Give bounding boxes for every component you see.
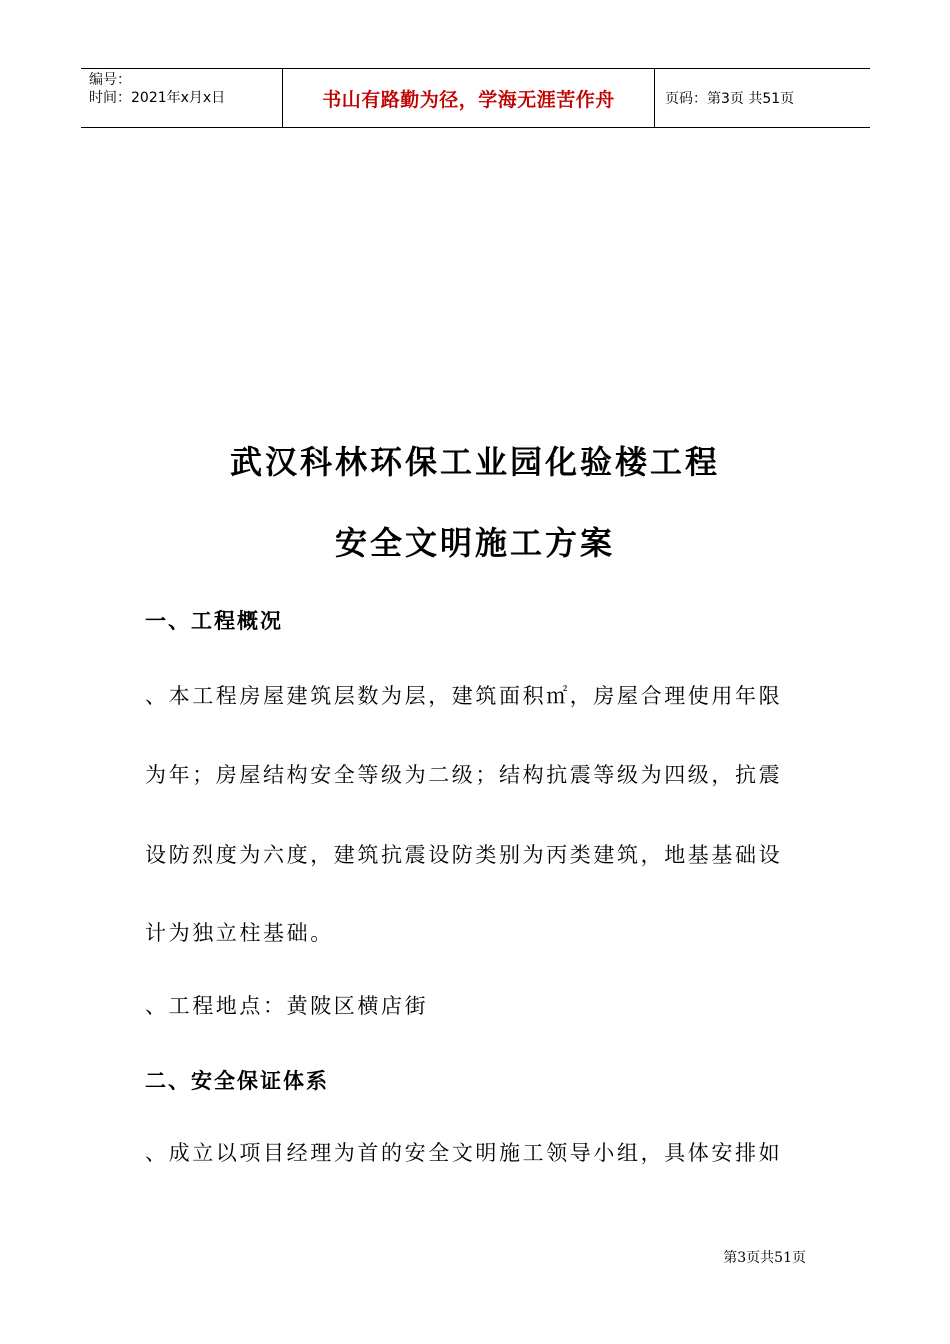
- header-motto: 书山有路勤为径，学海无涯苦作舟: [322, 88, 615, 111]
- header-meta: [81, 69, 282, 127]
- paragraph-line: 、本工程房屋建筑层数为层，建筑面积㎡，房屋合理使用年限: [145, 684, 783, 708]
- header-motto-cell: [282, 69, 655, 127]
- page-footer-number: 第3页共51页: [723, 1250, 806, 1266]
- paragraph-line: 、工程地点：黄陂区横店街: [145, 994, 429, 1018]
- document-number-label: 编号：: [89, 72, 131, 88]
- section-heading-safety-system: 二、安全保证体系: [145, 1069, 329, 1093]
- section-heading-overview: 一、工程概况: [145, 609, 283, 633]
- document-date-label: 时间：2021年x月x日: [89, 90, 226, 106]
- header-page-number: 页码：第3页 共51页: [665, 91, 795, 107]
- paragraph-line: 设防烈度为六度，建筑抗震设防类别为丙类建筑，地基基础设: [145, 843, 783, 867]
- document-title-line1: 武汉科林环保工业园化验楼工程: [229, 443, 720, 481]
- page-header: [81, 68, 870, 128]
- paragraph-line: 为年；房屋结构安全等级为二级；结构抗震等级为四级，抗震: [145, 763, 783, 787]
- paragraph-line: 计为独立柱基础。: [145, 921, 334, 945]
- document-title-line2: 安全文明施工方案: [334, 524, 615, 562]
- paragraph-line: 、成立以项目经理为首的安全文明施工领导小组，具体安排如: [145, 1141, 783, 1165]
- header-page-cell: [655, 69, 870, 127]
